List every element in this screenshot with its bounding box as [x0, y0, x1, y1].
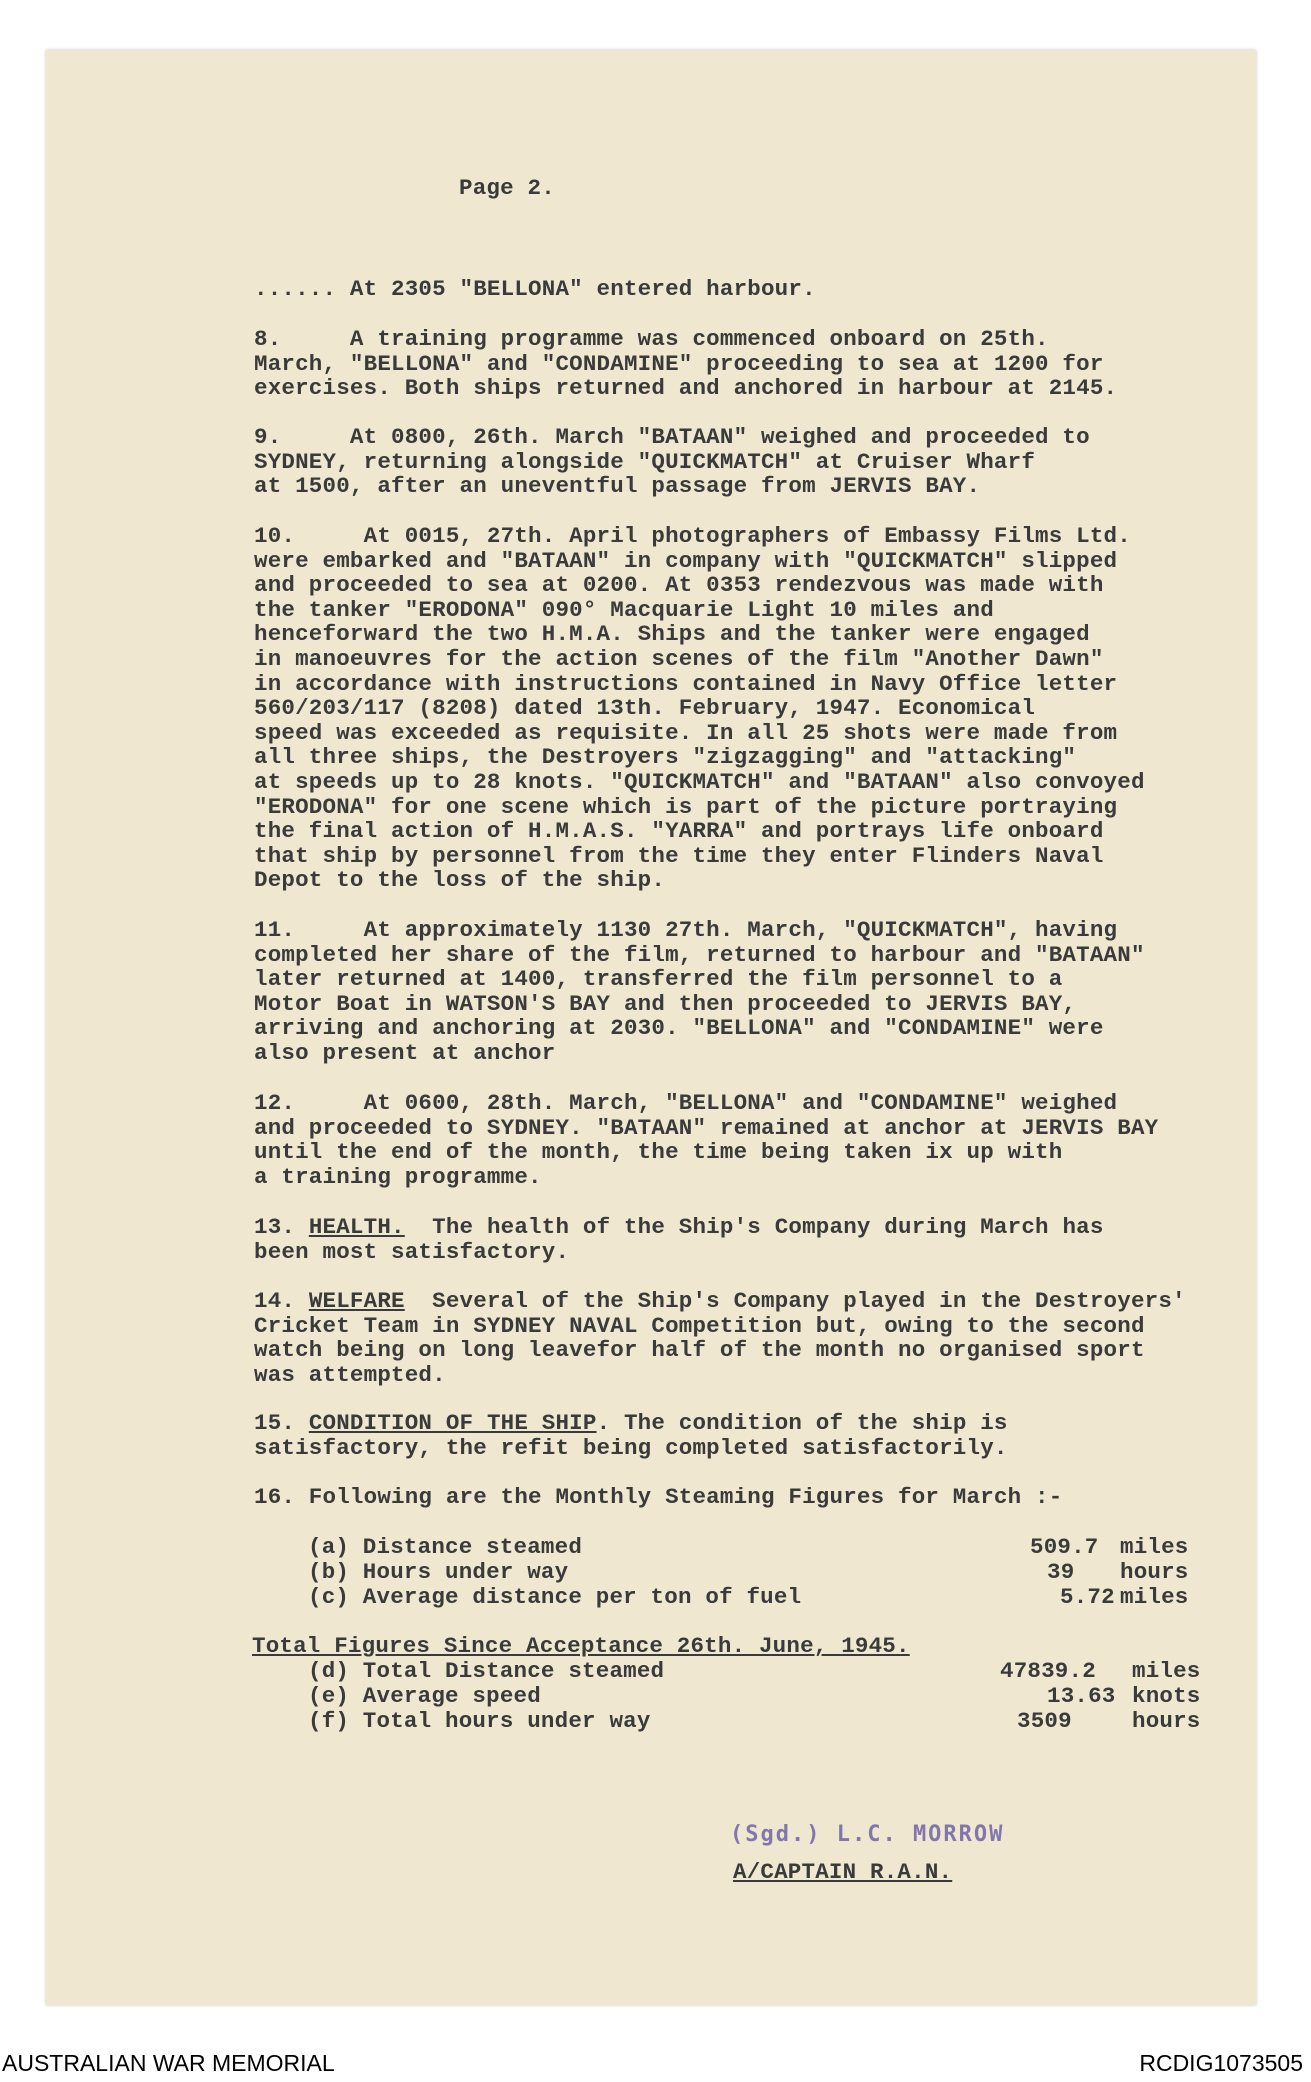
paragraph-11: 11. At approximately 1130 27th. March, "QUICKMATCH", having completed her share of the film, returned to harbour and "BATAAN" later returned at 1400, transferred the film personnel to a Motor Boat in WATSON'S BAY and then proceeded to JERVIS BAY, arriving and anchoring at 2030. "BELLONA" and "CONDAMINE" were also present at anchor	[254, 917, 1145, 1066]
figure-unit: knots	[1132, 1683, 1201, 1709]
paragraph-14	[254, 1289, 1186, 1387]
figure-unit: hours	[1120, 1559, 1189, 1585]
paragraph-15-number: 15.	[254, 1410, 309, 1436]
figure-unit: miles	[1120, 1584, 1189, 1610]
figure-label: (d) Total Distance steamed	[308, 1658, 665, 1684]
page-header: Page 2.	[459, 175, 555, 201]
paragraph-14-text: Several of the Ship's Company played in the Destroyers' Cricket Team in SYDNEY NAVAL Competition but, owing to the second watch being on long leavefor half of the month no organised sport was attempted.	[254, 1288, 1186, 1388]
signature-stamp: (Sgd.) L.C. MORROW	[730, 1822, 1005, 1847]
figure-label: (b) Hours under way	[308, 1559, 569, 1585]
figure-value: 13.63	[1047, 1683, 1116, 1709]
figure-value: 3509	[1017, 1708, 1072, 1734]
figure-label: (a) Distance steamed	[308, 1534, 583, 1560]
figure-label: (e) Average speed	[308, 1683, 541, 1709]
signature-title: A/CAPTAIN R.A.N.	[733, 1859, 953, 1885]
paragraph-13-number: 13.	[254, 1214, 309, 1240]
total-figures-heading: Total Figures Since Acceptance 26th. June, 1945.	[252, 1633, 910, 1659]
figure-label: (c) Average distance per ton of fuel	[308, 1584, 802, 1610]
paragraph-14-heading: WELFARE	[308, 1288, 405, 1314]
figure-value: 509.7	[1030, 1534, 1099, 1560]
figure-unit: hours	[1132, 1708, 1201, 1734]
figure-value: 5.72	[1060, 1584, 1115, 1610]
figure-value: 39	[1047, 1559, 1075, 1585]
paragraph-13	[254, 1215, 1104, 1264]
footer-record-id: RCDIG1073505	[1139, 2050, 1303, 2076]
figure-value: 47839.2	[1000, 1658, 1096, 1684]
paragraph-13-text: The health of the Ship's Company during March has been most satisfactory.	[254, 1214, 1104, 1265]
paragraph-12: 12. At 0600, 28th. March, "BELLONA" and "CONDAMINE" weighed and proceeded to SYDNEY. "BATAAN" remained at anchor at JERVIS BAY until the end of the month, the time being taken ix up with a training programme.	[254, 1090, 1159, 1190]
figure-unit: miles	[1132, 1658, 1201, 1684]
paragraph-15-heading: CONDITION OF THE SHIP	[308, 1410, 597, 1436]
paragraph-9: 9. At 0800, 26th. March "BATAAN" weighed and proceeded to SYDNEY, returning alongside "QUICKMATCH" at Cruiser Wharf at 1500, after an uneventful passage from JERVIS BAY.	[254, 424, 1090, 500]
paragraph-8: 8. A training programme was commenced onboard on 25th. March, "BELLONA" and "CONDAMINE" proceeding to sea at 1200 for exercises. Both ships returned and anchored in harbour at 2145.	[254, 326, 1118, 402]
paragraph-14-number: 14.	[254, 1288, 309, 1314]
figure-label: (f) Total hours under way	[308, 1708, 651, 1734]
paragraph-15	[254, 1411, 1008, 1460]
paragraph-16: 16. Following are the Monthly Steaming Figures for March :-	[254, 1484, 1063, 1510]
paragraph-10: 10. At 0015, 27th. April photographers of Embassy Films Ltd. were embarked and "BATAAN" in company with "QUICKMATCH" slipped and proceeded to sea at 0200. At 0353 rendezvous was made with the tanker "ERODONA" 090° Macquarie Light 10 miles and henceforward the two H.M.A. Ships and the tanker were engaged in manoeuvres for the action scenes of the film "Another Dawn" in accordance with instructions contained in Navy Office letter 560/203/117 (8208) dated 13th. February, 1947. Economical speed was exceeded as requisite. In all 25 shots were made from all three ships, the Destroyers "zigzagging" and "attacking" at speeds up to 28 knots. "QUICKMATCH" and "BATAAN" also convoyed "ERODONA" for one scene which is part of the picture portraying the final action of H.M.A.S. "YARRA" and portrays life onboard that ship by personnel from the time they enter Flinders Naval Depot to the loss of the ship.	[254, 523, 1145, 894]
footer-institution: AUSTRALIAN WAR MEMORIAL	[2, 2050, 335, 2076]
paragraph-15-text: . The condition of the ship is satisfactory, the refit being completed satisfactorily.	[254, 1410, 1008, 1461]
continuation-line: ...... At 2305 "BELLONA" entered harbour.	[254, 276, 816, 302]
figure-unit: miles	[1120, 1534, 1189, 1560]
paragraph-13-heading: HEALTH.	[308, 1214, 405, 1240]
